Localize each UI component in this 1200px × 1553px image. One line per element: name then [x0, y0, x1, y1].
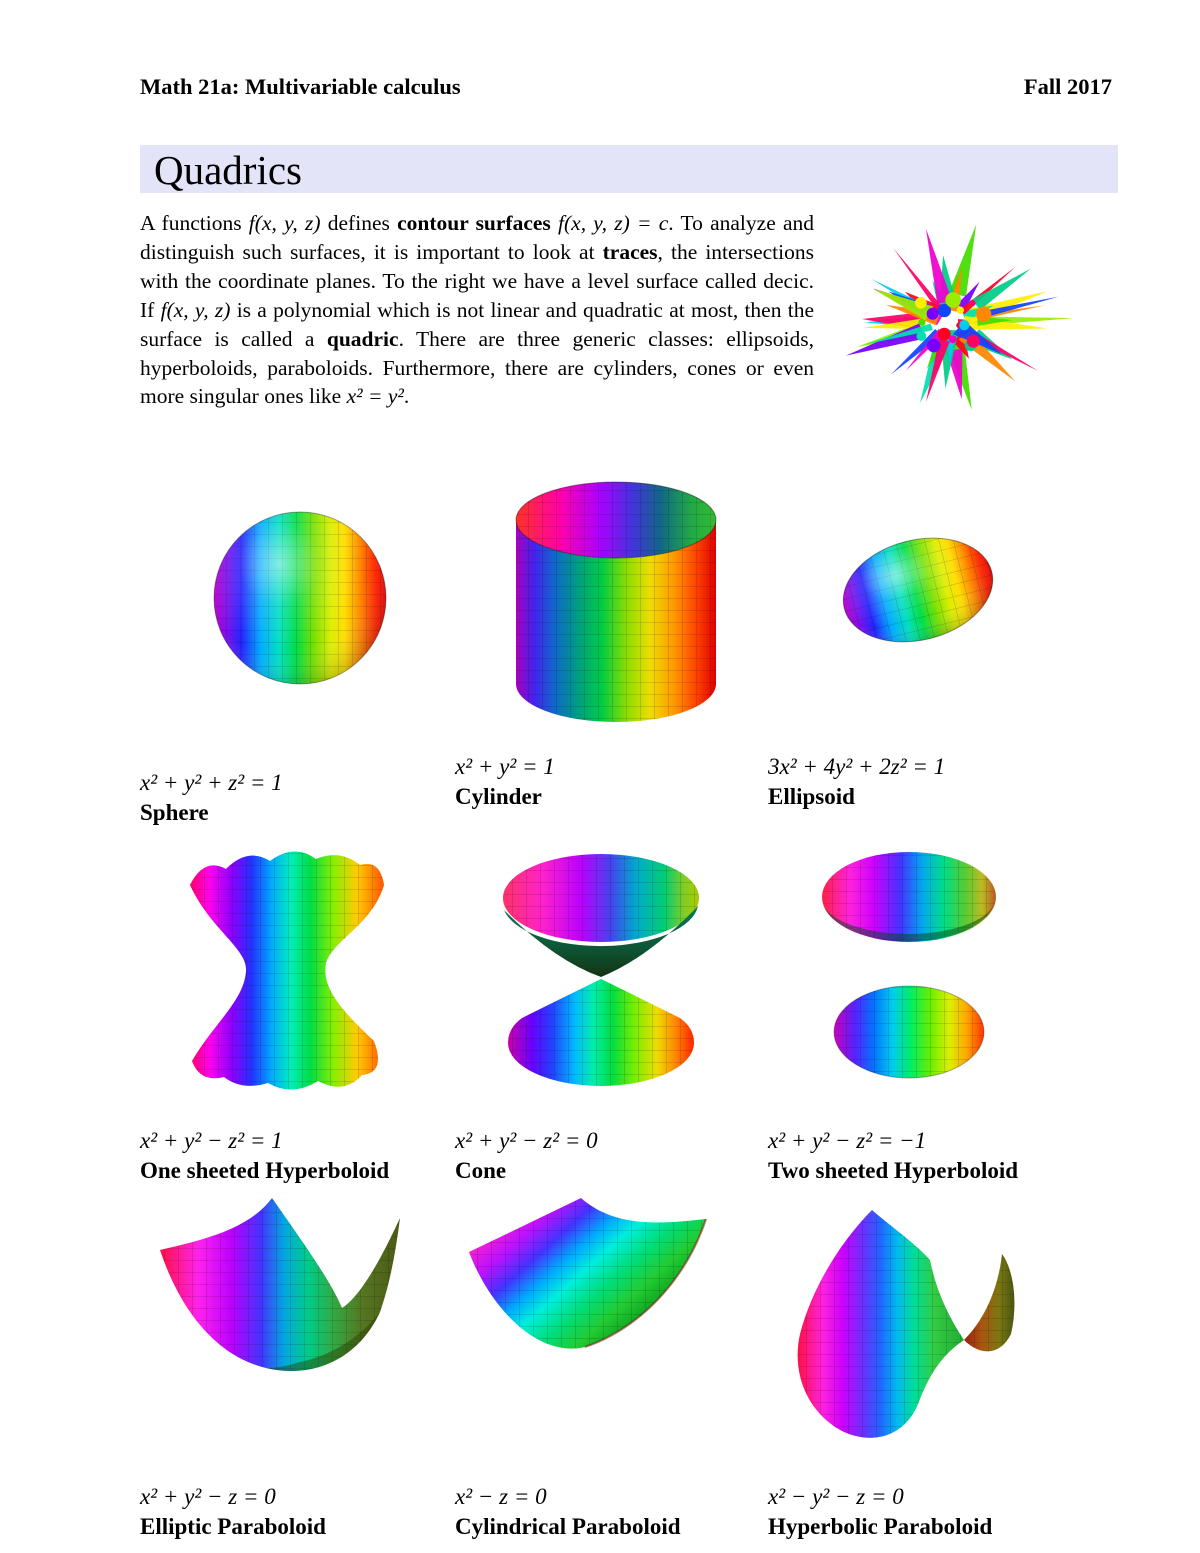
figure-equation: x² − y² − z = 0	[768, 1484, 904, 1509]
figure-name: Cone	[455, 1158, 507, 1183]
caption-cylinder	[455, 752, 555, 812]
figure-equation: x² + y² − z = 0	[140, 1484, 276, 1509]
figure-name: Hyperbolic Paraboloid	[768, 1514, 993, 1539]
intro-text-segment: f(x, y, z)	[248, 211, 321, 235]
caption-ellipsoid	[768, 752, 945, 812]
caption-elliptic-paraboloid	[140, 1482, 326, 1542]
intro-text-segment: traces	[602, 239, 658, 264]
page-title: Quadrics	[154, 147, 303, 193]
hyperbolic-paraboloid-image	[778, 1198, 1020, 1446]
caption-sphere	[140, 768, 283, 828]
intro-text-segment: quadric	[326, 326, 399, 351]
intro-text-segment: , the intersections with the coordinate planes. To the right we have a level surface called decic. If	[140, 239, 814, 322]
figure-equation: x² + y² = 1	[455, 754, 555, 779]
page-header	[140, 74, 1112, 100]
title-bar	[140, 145, 1118, 193]
intro-text-segment: f(x, y, z) = c	[558, 211, 669, 235]
figure-equation: 3x² + 4y² + 2z² = 1	[768, 754, 946, 779]
decic-surface-image	[826, 222, 1074, 437]
two-sheeted-hyperboloid-image	[818, 843, 1000, 1079]
ellipsoid-image	[838, 533, 998, 647]
figure-name: Two sheeted Hyperboloid	[768, 1158, 1019, 1183]
one-sheeted-hyperboloid-image	[176, 841, 398, 1103]
intro-text-segment: . There are three generic classes: ellipsoids, hyperboloids, paraboloids. Furthermore, there are cylinders, cones or even more singular ones like	[140, 326, 815, 409]
cylindrical-paraboloid-image	[463, 1194, 711, 1369]
intro-text-segment: x² = y²	[346, 384, 404, 409]
figure-equation: x² + y² − z² = −1	[768, 1128, 927, 1153]
intro-text-segment: A functions	[140, 211, 249, 235]
intro-text-segment: . To analyze and distinguish such surfaces, it is important to look at	[140, 211, 814, 264]
intro-text-segment	[551, 211, 558, 235]
figure-equation: x² + y² + z² = 1	[140, 770, 283, 795]
figure-name: Ellipsoid	[768, 784, 855, 809]
course-title: Math 21a: Multivariable calculus	[140, 74, 461, 99]
figure-equation: x² + y² − z² = 1	[140, 1128, 283, 1153]
caption-two-sheeted-hyperboloid	[768, 1126, 1018, 1186]
caption-one-sheeted-hyperboloid	[140, 1126, 389, 1186]
figure-name: Sphere	[140, 800, 209, 825]
term-label: Fall 2017	[1023, 74, 1112, 99]
figure-name: Elliptic Paraboloid	[140, 1514, 326, 1539]
intro-text-segment: defines	[320, 211, 398, 235]
intro-text-segment: is a polynomial which is not linear and quadratic at most, then the surface is called a	[140, 297, 814, 351]
cylinder-image	[514, 478, 718, 726]
sphere-image	[212, 510, 388, 686]
caption-cone	[455, 1126, 598, 1186]
figure-equation: x² + y² − z² = 0	[455, 1128, 598, 1153]
intro-text-segment: contour surfaces	[397, 211, 551, 235]
caption-hyperbolic-paraboloid	[768, 1482, 992, 1542]
caption-cylindrical-paraboloid	[455, 1482, 681, 1542]
figure-name: Cylindrical Paraboloid	[455, 1514, 681, 1539]
intro-text-segment: f(x, y, z)	[160, 297, 231, 322]
figure-name: Cylinder	[455, 784, 542, 809]
elliptic-paraboloid-image	[150, 1188, 408, 1396]
intro-text-segment: .	[403, 384, 410, 409]
intro-paragraph	[140, 209, 814, 411]
figure-equation: x² − z = 0	[455, 1484, 547, 1509]
cone-image	[498, 846, 704, 1088]
figure-name: One sheeted Hyperboloid	[140, 1158, 390, 1183]
